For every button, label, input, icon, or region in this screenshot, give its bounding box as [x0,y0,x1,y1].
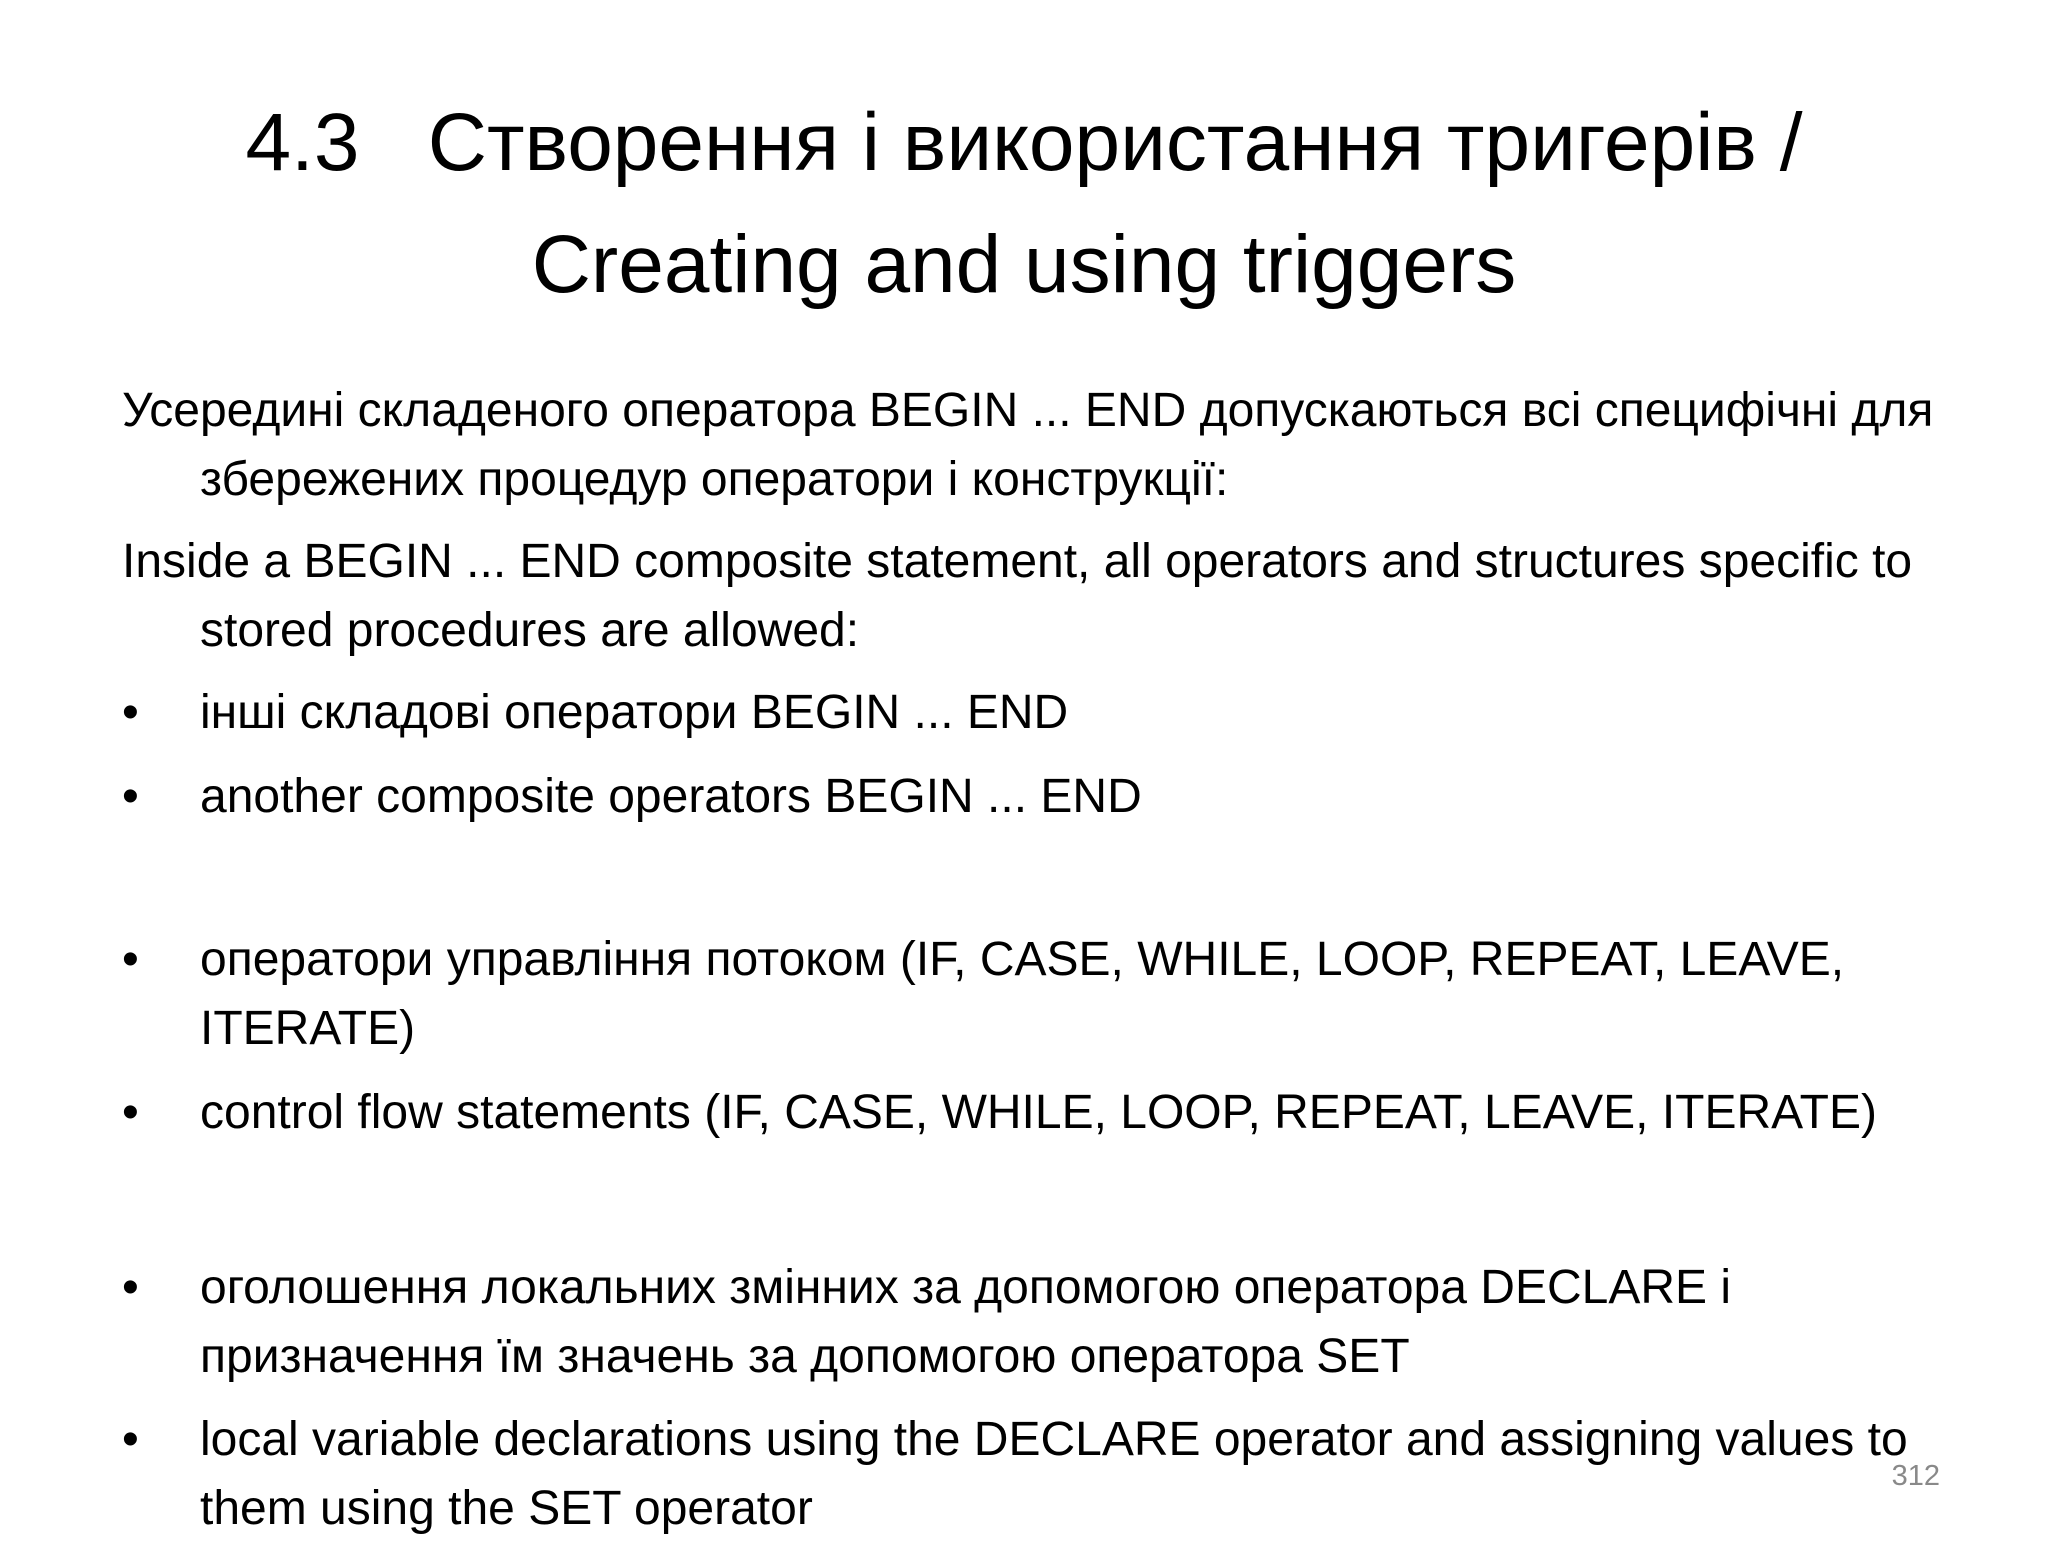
list-item [122,1405,1942,1543]
list-item [122,762,1942,831]
slide-title-line-2: Creating and using triggers [531,219,1517,310]
slide-title-line-1: 4.3 Створення і використання тригерів / [245,97,1803,188]
bullet-icon: • [122,1086,139,1139]
list-item-text: оголошення локальних змінних за допомогою оператора DECLARE і призначення їм значень за допомогою оператора SET [200,1261,1732,1383]
bullet-icon: • [122,933,139,986]
page-number: 312 [1891,1460,1940,1492]
list-item [122,925,1942,1063]
list-item-text: local variable declarations using the DECLARE operator and assigning values to them using the SET operator [200,1413,1908,1535]
intro-paragraph-en: Inside a BEGIN ... END composite statement, all operators and structures specific to stored procedures are allowed: [122,535,1913,657]
bullet-icon: • [122,770,139,823]
bullet-icon: • [122,1413,139,1466]
bullet-icon: • [122,686,139,739]
list-item-text: оператори управління потоком (IF, CASE, WHILE, LOOP, REPEAT, LEAVE, ITERATE) [200,933,1845,1055]
list-item [122,1078,1942,1147]
list-item-text: інші складові оператори BEGIN ... END [200,686,1069,739]
list-item [122,1253,1942,1391]
list-item [122,678,1942,747]
list-item-text: another composite operators BEGIN ... END [200,770,1142,823]
list-item-text: control flow statements (IF, CASE, WHILE, LOOP, REPEAT, LEAVE, ITERATE) [200,1086,1877,1139]
intro-paragraph-uk: Усередині складеного оператора BEGIN ... END допускаються всі специфічні для збережених процедур оператори і конструкції: [122,384,1934,506]
slide-title [100,82,1948,326]
bullet-icon: • [122,1261,139,1314]
